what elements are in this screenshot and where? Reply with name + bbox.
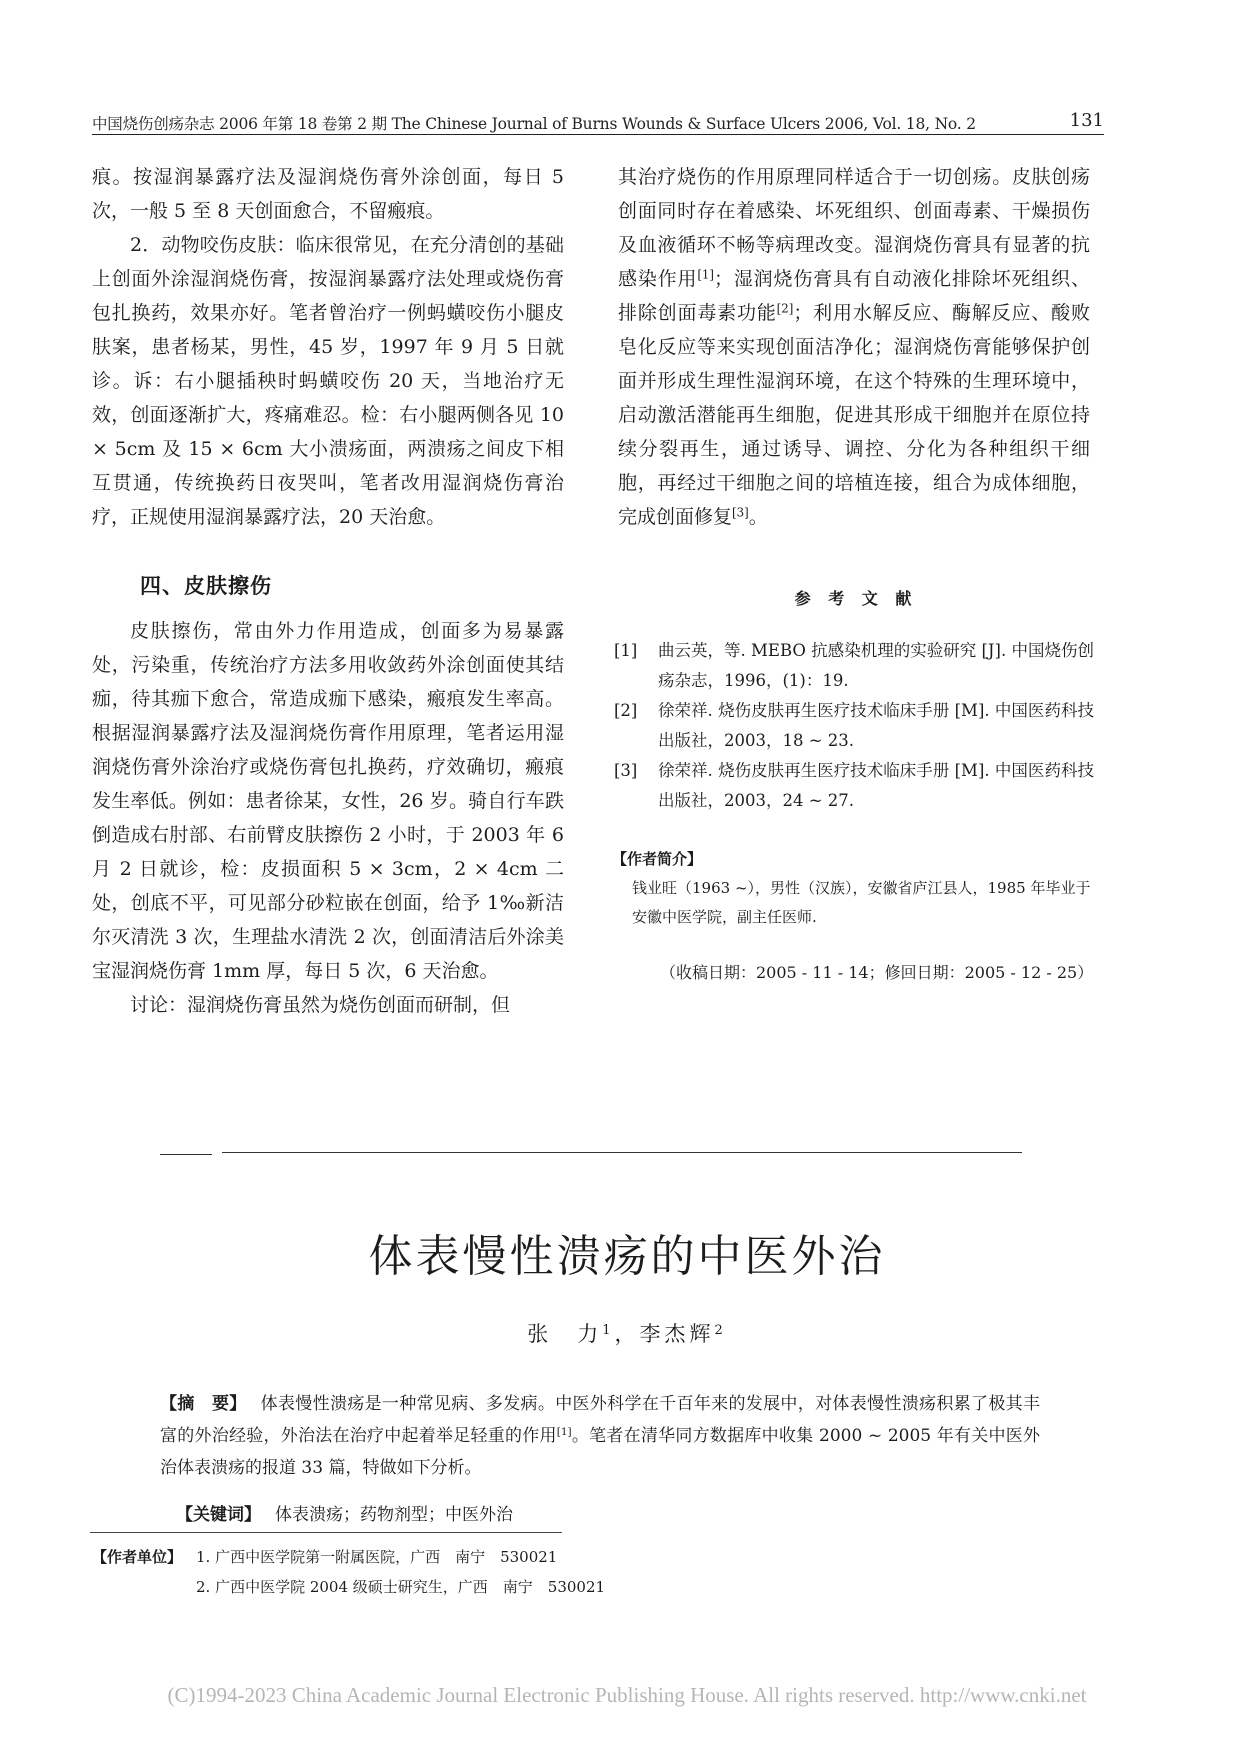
- running-head: 中国烧伤创疡杂志 2006 年第 18 卷第 2 期 The Chinese Journal of Burns Wounds & Surface Ulcers 2006, Vol. 18, No. 2: [92, 115, 976, 133]
- abstract-text-a: 体表慢性溃疡是一种常见病、多发病。中医外科学在千百年来的发展中，对体表慢性溃疡积累了极其丰富的外治经验，外治法在治疗中起着举足轻重的作用: [160, 1394, 1041, 1446]
- right-text-a: 其治疗烧伤的作用原理同样适合于一切创疡。皮肤创疡创面同时存在着感染、坏死组织、创面毒素、干燥损伤及血液循环不畅等病理改变。湿润烧伤膏具有显著的抗感染作用: [618, 166, 1090, 290]
- left-paragraph-3: 皮肤擦伤，常由外力作用造成，创面多为易暴露处，污染重，传统治疗方法多用收敛药外涂创面使其结痂，待其痂下愈合，常造成痂下感染，瘢痕发生率高。根据湿润暴露疗法及湿润烧伤膏作用原理，笔者运用湿润烧伤膏外涂治疗或烧伤膏包扎换药，疗效确切，瘢痕发生率低。例如：患者徐某，女性，26 岁。骑自行车跌倒造成右肘部、右前臂皮肤擦伤 2 小时，于 2003 年 6 月 2 日就诊，检：皮损面积 5 × 3cm，2 × 4cm 二处，创底不平，可见部分砂粒嵌在创面，给予 1‰新洁尔灭清洗 3 次，生理盐水清洗 2 次，创面清洁后外涂美宝湿润烧伤膏 1mm 厚，每日 5 次，6 天治愈。: [92, 620, 564, 982]
- left-paragraph-4: 讨论：湿润烧伤膏虽然为烧伤创面而研制，但: [130, 994, 511, 1016]
- right-column: [618, 160, 1090, 534]
- copyright-footer: (C)1994-2023 China Academic Journal Electronic Publishing House. All rights reserved. http://www.cnki.net: [167, 1683, 1087, 1707]
- author-1: 张 力: [527, 1322, 603, 1346]
- keywords-rule: [90, 1532, 562, 1533]
- separator-short: [160, 1154, 212, 1155]
- abstract-text-b: 。笔者在清华同方数据库中收集 2000 ~ 2005 年有关中医外治体表溃疡的报道 33 篇，特做如下分析。: [160, 1426, 1040, 1478]
- received-dates: （收稿日期：2005 - 11 - 14；修回日期：2005 - 12 - 25）: [660, 963, 1094, 982]
- right-paragraph-1: [618, 160, 1090, 534]
- citation-3: [3]: [732, 505, 749, 520]
- author-brief-label: 【作者简介】: [612, 850, 703, 868]
- separator-long: [222, 1152, 1022, 1153]
- keywords: [176, 1500, 513, 1525]
- citation-1: [1]: [697, 267, 714, 282]
- left-paragraph-2: 2．动物咬伤皮肤：临床很常见，在充分清创的基础上创面外涂湿润烧伤膏，按湿润暴露疗法处理或烧伤膏包扎换药，效果亦好。笔者曾治疗一例蚂蟥咬伤小腿皮肤案，患者杨某，男性，45 岁，1997 年 9 月 5 日就诊。诉：右小腿插秧时蚂蟥咬伤 20 天，当地治疗无效，创面逐渐扩大，疼痛难忍。检：右小腿两侧各见 10 × 5cm 及 15 × 6cm 大小溃疡面，两溃疡之间皮下相互贯通，传统换药日夜哭叫，笔者改用湿润烧伤膏治疗，正规使用湿润暴露疗法，20 天治愈。: [92, 234, 564, 528]
- header-rule: [92, 134, 1104, 135]
- right-text-b: ；湿润烧伤膏具有自动液化排除坏死组织、排除创面毒素功能: [618, 268, 1090, 324]
- reference-list: [614, 636, 1094, 816]
- keywords-text: 体表溃疡；药物剂型；中医外治: [275, 1505, 513, 1525]
- author-brief-text: 钱业旺（1963 ~），男性（汉族），安徽省庐江县人，1985 年毕业于安徽中医学院，副主任医师.: [632, 879, 1091, 926]
- affiliation-label: 【作者单位】: [92, 1548, 183, 1566]
- left-column: [92, 160, 564, 534]
- section-heading: 四、皮肤擦伤: [140, 574, 272, 598]
- references-title: 参 考 文 献: [794, 589, 918, 608]
- article-title: 体表慢性溃疡的中医外治: [368, 1231, 886, 1282]
- reference-item: [614, 636, 1094, 696]
- reference-text: 徐荣祥. 烧伤皮肤再生医疗技术临床手册 [M]. 中国医药科技出版社，2003，24 ~ 27.: [658, 761, 1094, 810]
- reference-item: [614, 756, 1094, 816]
- left-column-lower: [92, 614, 564, 1022]
- reference-number: [2]: [614, 701, 638, 720]
- affiliation-1: 1. 广西中医学院第一附属医院，广西 南宁 530021: [196, 1548, 558, 1566]
- abstract-citation: [1]: [556, 1426, 572, 1439]
- reference-item: [614, 696, 1094, 756]
- abstract-label: 【摘 要】: [160, 1394, 247, 1414]
- keywords-label: 【关键词】: [176, 1505, 261, 1525]
- author-separator: ，: [614, 1322, 640, 1346]
- author-2-affil: 2: [714, 1322, 727, 1338]
- page-number: 131: [1069, 110, 1104, 131]
- article-authors: [0, 1318, 1254, 1348]
- right-text-c: ；利用水解反应、酶解反应、酸败皂化反应等来实现创面洁净化；湿润烧伤膏能够保护创面并形成生理性湿润环境，在这个特殊的生理环境中，启动激活潜能再生细胞，促进其形成干细胞并在原位持续分裂再生，通过诱导、调控、分化为各种组织干细胞，再经过干细胞之间的培植连接，组合为成体细胞，完成创面修复: [618, 302, 1090, 528]
- abstract: [160, 1388, 1040, 1484]
- author-1-affil: 1: [602, 1322, 615, 1338]
- left-paragraph-1: 痕。按湿润暴露疗法及湿润烧伤膏外涂创面，每日 5 次，一般 5 至 8 天创面愈合，不留瘢痕。: [92, 166, 564, 222]
- reference-number: [1]: [614, 641, 638, 660]
- author-2: 李杰辉: [639, 1322, 715, 1346]
- citation-2: [2]: [776, 301, 794, 316]
- affiliation-2: 2. 广西中医学院 2004 级硕士研究生，广西 南宁 530021: [196, 1578, 606, 1596]
- right-text-d: 。: [748, 506, 768, 528]
- reference-number: [3]: [614, 761, 638, 780]
- reference-text: 徐荣祥. 烧伤皮肤再生医疗技术临床手册 [M]. 中国医药科技出版社，2003，18 ~ 23.: [658, 701, 1094, 750]
- reference-text: 曲云英，等. MEBO 抗感染机理的实验研究 [J]. 中国烧伤创疡杂志，1996，(1)：19.: [658, 641, 1094, 690]
